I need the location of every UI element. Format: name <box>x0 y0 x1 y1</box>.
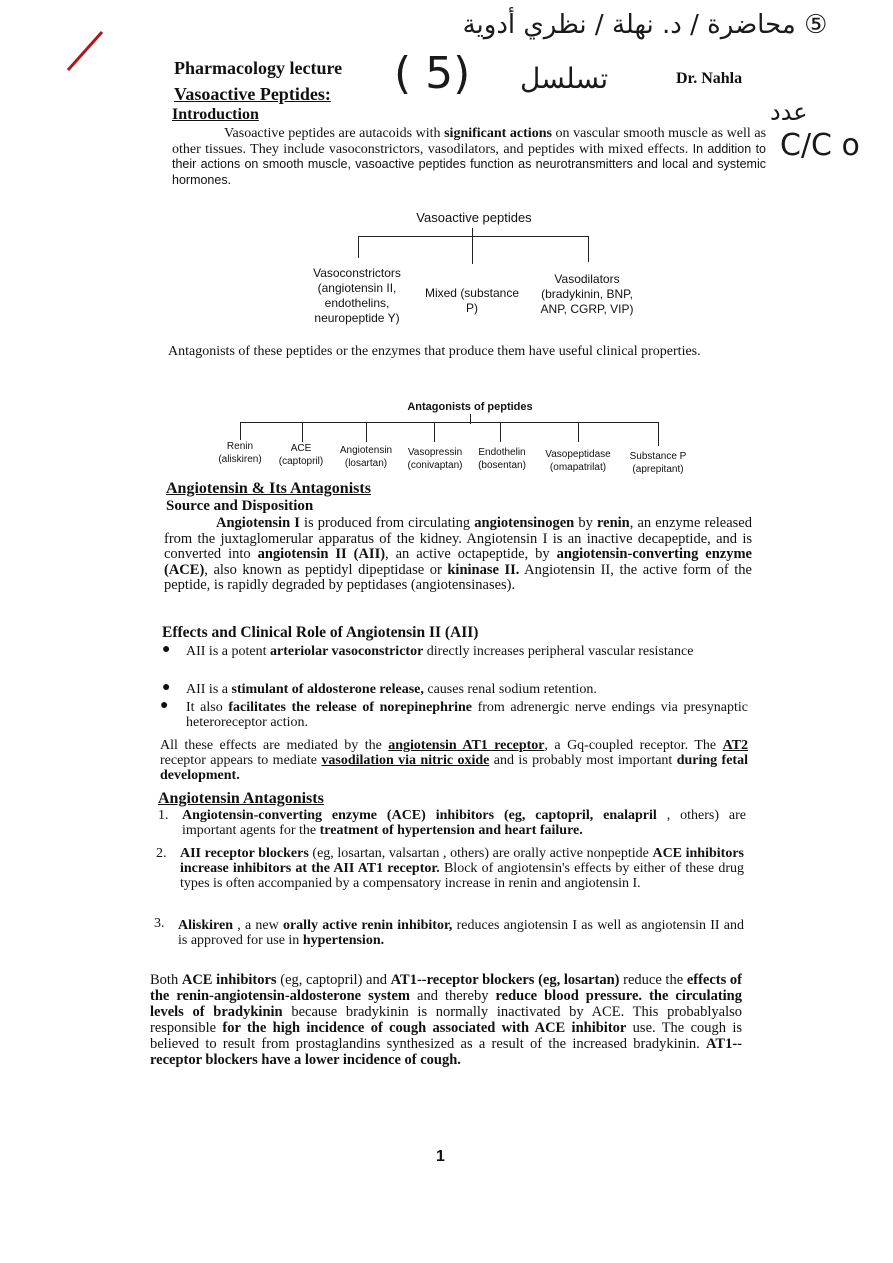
receptor-paragraph: All these effects are mediated by the angiotensin AT1 receptor, a Gq-coupled receptor. The AT2 receptor appears to mediate vasodilation via nitric oxide and is probably most important during fetal development. <box>160 738 748 783</box>
tree-node-mixed: Mixed (substance P) <box>424 286 520 315</box>
antagonists-sentence: Antagonists of these peptides or the enzymes that produce them have useful clinical properties. <box>168 344 701 359</box>
antagonist-item: Substance P (aprepitant) <box>629 451 687 475</box>
handwritten-lecture-word: تسلسل <box>520 62 609 95</box>
handwritten-right-arabic: عدد <box>770 98 808 126</box>
effect-item-2: AII is a stimulant of aldosterone release, causes renal sodium retention. <box>186 682 597 697</box>
tree-right-drop <box>588 236 589 262</box>
source-paragraph: Angiotensin I is produced from circulating angiotensinogen by renin, an enzyme released from the juxtaglomerular apparatus of the kidney. Angiotensin I is an inactive decapeptide, and is converted into angiotensin II (AII), an active octapeptide, by angiotensin-converting enzyme (ACE), also known as peptidyl dipeptidase or kininase II. Angiotensin II, the active form of the peptide, is rapidly degraded by peptidases (angiotensinases). <box>164 515 752 593</box>
antagonist-item: Endothelin (bosentan) <box>478 447 526 471</box>
handwritten-slash-mark <box>62 28 106 74</box>
antagonist-item-2: AII receptor blockers (eg, losartan, valsartan , others) are orally active nonpeptide ACE inhibitors increase inhibitors at the AII AT1 receptor. Block of angiotensin's effects by either of these drug types is often accompanied by a compensatory increase in renin and angiotensin I. <box>180 846 744 891</box>
handwritten-right-mark: C/C o <box>780 128 860 163</box>
tree-node-vasodilators: Vasodilators (bradykinin, BNP, ANP, CGRP, VIP) <box>540 272 634 316</box>
antagonists-drop-3 <box>366 422 367 442</box>
antagonists-drop-7 <box>658 422 659 446</box>
list-number: 3. <box>154 916 165 931</box>
antagonist-item: Angiotensin (losartan) <box>339 445 393 469</box>
antagonists-drop-2 <box>302 422 303 442</box>
antagonist-item-1: Angiotensin-converting enzyme (ACE) inhibitors (eg, captopril, enalapril , others) are important agents for the treatment of hypertension and heart failure. <box>182 808 747 838</box>
tree-root-label: Vasoactive peptides <box>416 210 532 225</box>
lecture-title: Vasoactive Peptides: <box>174 84 331 104</box>
course-title: Pharmacology lecture <box>174 58 343 78</box>
antagonists-drop-4 <box>434 422 435 442</box>
list-number: 2. <box>156 846 167 861</box>
antagonist-item: Renin (aliskiren) <box>218 441 262 465</box>
antagonists-tree-root: Antagonists of peptides <box>407 401 533 413</box>
author-name: Dr. Nahla <box>676 70 743 87</box>
effect-item-1: AII is a potent arteriolar vasoconstrictor directly increases peripheral vascular resistance <box>186 644 694 659</box>
effect-item-3: It also facilitates the release of norepinephrine from adrenergic nerve endings via presynaptic heteroreceptor action. <box>186 700 749 730</box>
page-number: 1 <box>436 1148 445 1165</box>
handwritten-top-arabic: ⑤ محاضرة / د. نهلة / نظري أدوية <box>462 10 828 40</box>
handwritten-lecture-number: ( 5) <box>394 48 471 99</box>
source-disposition-heading: Source and Disposition <box>166 498 314 514</box>
antagonists-drop-5 <box>500 422 501 442</box>
antagonist-item-3: Aliskiren , a new orally active renin inhibitor, reduces angiotensin I as well as angiotensin II and is approved for use in hypertension. <box>178 918 744 948</box>
angiotensin-heading: Angiotensin & Its Antagonists <box>166 480 371 497</box>
bullet-icon: ● <box>162 680 171 695</box>
intro-paragraph: Vasoactive peptides are autacoids with significant actions on vascular smooth muscle as well as other tissues. They include vasoconstrictors, vasodilators, and peptides with mixed effects. In addition to their actions on smooth muscle, vasoactive peptides function as neurotransmitters and local and systemic hormones. <box>172 126 767 187</box>
antagonists-heading: Angiotensin Antagonists <box>158 790 324 807</box>
antagonists-drop-1 <box>240 422 241 440</box>
effects-heading: Effects and Clinical Role of Angiotensin II (AII) <box>162 624 479 641</box>
antagonist-item: Vasopressin (conivaptan) <box>407 447 463 471</box>
tree-left-drop <box>358 236 359 258</box>
tree-node-vasoconstrictors: Vasoconstrictors (angiotensin II, endothelins, neuropeptide Y) <box>313 266 401 325</box>
summary-paragraph: Both ACE inhibitors (eg, captopril) and AT1--receptor blockers (eg, losartan) reduce the effects of the renin-angiotensin-aldosterone system and thereby reduce blood pressure. the circulating levels of bradykinin because bradykinin is normally inactivated by ACE. This probablyalso responsible for the high incidence of cough associated with ACE inhibitor use. The cough is believed to result from prostaglandins synthesized as a result of the increased bradykinin. AT1--receptor blockers have a lower incidence of cough. <box>150 972 743 1068</box>
antagonist-item: Vasopeptidase (omapatrilat) <box>545 449 611 473</box>
antagonist-item: ACE (captopril) <box>278 443 324 467</box>
intro-heading: Introduction <box>172 106 259 123</box>
bullet-icon: ● <box>160 698 169 713</box>
bullet-icon: ● <box>162 642 171 657</box>
list-number: 1. <box>158 808 169 823</box>
antagonists-drop-6 <box>578 422 579 442</box>
tree-root-stem <box>472 228 473 264</box>
tree-horizontal-bar <box>358 236 588 237</box>
